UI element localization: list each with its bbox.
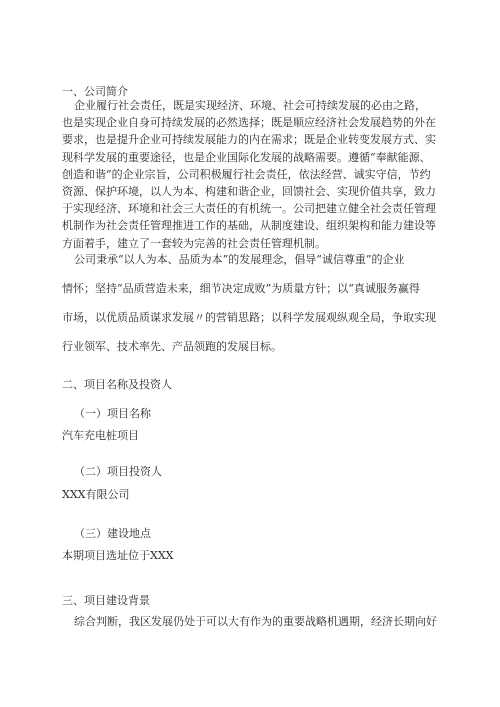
text-line: 要求，也是提升企业可持续发展能力的内在需求；既是企业转变发展方式、实 — [62, 133, 436, 147]
paragraph-project-background — [62, 613, 448, 630]
paragraph-company-intro — [62, 97, 448, 252]
text-line: 综合判断，我区发展仍处于可以大有作为的重要战略机遇期，经济长期向好 — [74, 615, 437, 628]
subheading-project-investor: （二）项目投资人 — [74, 465, 162, 478]
section-heading-project-background: 三、项目建设背景 — [62, 594, 150, 607]
paragraph-company-philosophy — [62, 245, 448, 361]
text-line: 方面着手，建立了一套较为完善的社会责任管理机制。 — [62, 236, 326, 250]
subheading-construction-site: （三）建设地点 — [74, 527, 151, 540]
text-line: 创造和谐”的企业宗旨，公司积极履行社会责任，依法经营、诚实守信，节约 — [62, 167, 431, 181]
text-line: 行业领军、技术率先、产品领跑的发展目标。 — [62, 340, 282, 353]
construction-site-value: 本期项目选址位于XXX — [62, 549, 174, 562]
text-line: 于实现经济、环境和社会三大责任的有机统一。公司把建立健全社会责任管理 — [62, 202, 436, 216]
section-heading-company-intro: 一、公司简介 — [62, 85, 128, 98]
text-line: 资源、保护环境，以人为本、构建和谐企业，回馈社会、实现价值共享，致力 — [62, 184, 436, 198]
text-line: 现科学发展的重要途径，也是企业国际化发展的战略需要。遵循“奉献能源、 — [62, 150, 431, 164]
text-line: 也是实现企业自身可持续发展的必然选择；既是顺应经济社会发展趋势的外在 — [62, 116, 436, 130]
section-heading-project-name-investor: 二、项目名称及投资人 — [62, 378, 172, 391]
project-investor-value: XXX有限公司 — [62, 488, 130, 501]
project-name-value: 汽车充电桩项目 — [62, 429, 139, 442]
text-line: 企业履行社会责任，既是实现经济、环境、社会可持续发展的必由之路， — [74, 99, 426, 112]
text-line: 情怀；坚持“品质营造未来，细节决定成败”为质量方针；以“真诚服务赢得 — [62, 282, 420, 295]
text-line: 市场，以优质品质谋求发展〃的营销思路；以科学发展观纵观全局，争取实现 — [62, 311, 436, 324]
subheading-project-name: （一）项目名称 — [74, 407, 151, 420]
text-line: 机制作为社会责任管理推进工作的基础，从制度建设、组织架构和能力建设等 — [62, 219, 436, 233]
text-line: 公司秉承“以人为本、品质为本”的发展理念，倡导“诚信尊重”的企业 — [74, 253, 405, 266]
